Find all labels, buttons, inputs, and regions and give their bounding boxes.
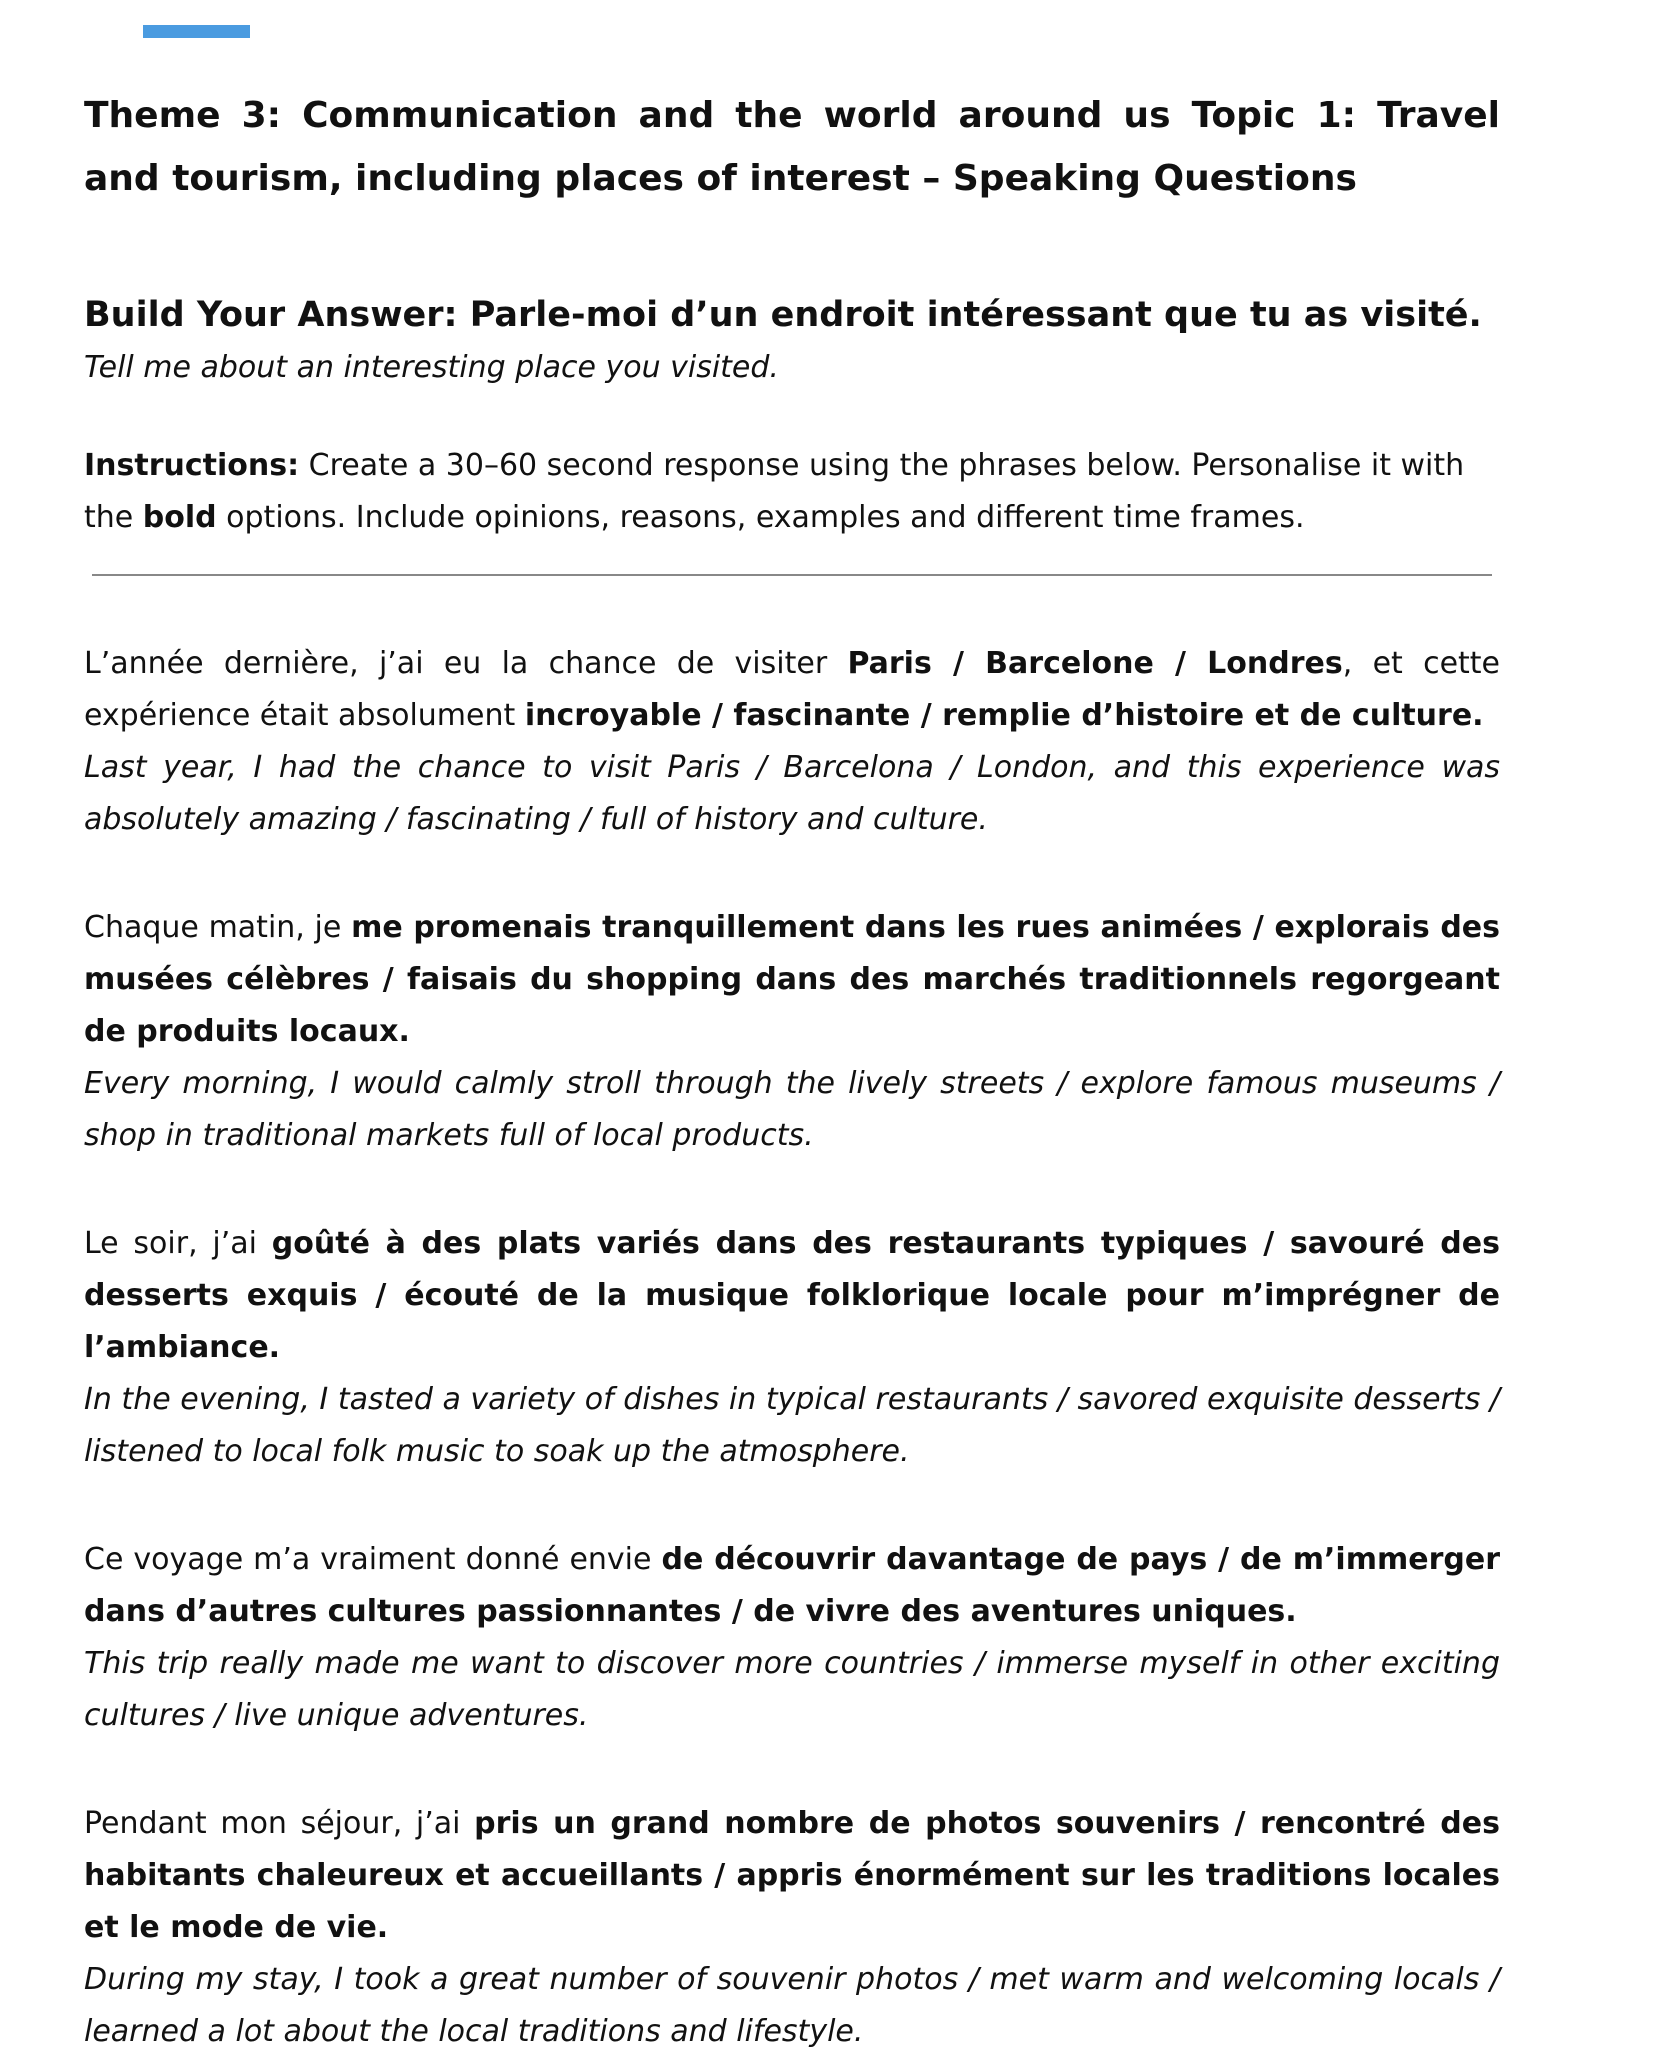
phrase-french-prefix: Chaque matin, je xyxy=(84,910,352,945)
divider xyxy=(92,574,1492,576)
phrase-french-prefix: Le soir, j’ai xyxy=(84,1226,272,1261)
instructions-label: Instructions: xyxy=(84,448,300,483)
phrase-french-prefix: L’année dernière, j’ai eu la chance de visiter xyxy=(84,646,848,681)
phrase-french-prefix: Ce voyage m’a vraiment donné envie xyxy=(84,1542,662,1577)
phrase-block-2 xyxy=(84,902,1500,1162)
instructions xyxy=(84,440,1500,544)
phrase-french xyxy=(84,1798,1500,1954)
phrase-french-options: Paris / Barcelone / Londres xyxy=(847,646,1343,681)
phrase-french xyxy=(84,902,1500,1058)
phrase-block-1 xyxy=(84,638,1500,846)
top-accent-bar xyxy=(143,25,250,38)
phrase-french-options-2: incroyable / fascinante / remplie d’histoire et de culture. xyxy=(524,698,1484,733)
phrase-block-3 xyxy=(84,1218,1500,1478)
phrase-french-middle: , et cette expérience était absolument xyxy=(84,646,1501,733)
phrase-english: In the evening, I tasted a variety of dishes in typical restaurants / savored exquisite desserts / listened to local folk music to soak up the atmosphere. xyxy=(84,1382,1500,1469)
phrase-french-options: me promenais tranquillement dans les rues animées / explorais des musées célèbres / faisais du shopping dans des marchés traditionnels regorgeant de produits locaux. xyxy=(84,910,1500,1049)
phrase-french xyxy=(84,638,1500,742)
phrase-french-options: goûté à des plats variés dans des restaurants typiques / savouré des desserts exquis / écouté de la musique folklorique locale pour m’imprégner de l’ambiance. xyxy=(84,1226,1500,1365)
phrase-french-prefix: Pendant mon séjour, j’ai xyxy=(84,1806,475,1841)
instructions-bold-word: bold xyxy=(142,500,217,535)
question-english: Tell me about an interesting place you visited. xyxy=(84,350,779,385)
phrase-block-5 xyxy=(84,1798,1500,2058)
phrase-english: Every morning, I would calmly stroll through the lively streets / explore famous museums / shop in traditional markets full of local products. xyxy=(84,1066,1500,1153)
phrase-french xyxy=(84,1218,1500,1374)
phrase-english: Last year, I had the chance to visit Paris / Barcelona / London, and this experience was absolutely amazing / fascinating / full of history and culture. xyxy=(84,750,1500,837)
worksheet xyxy=(84,84,1500,2058)
phrase-english: This trip really made me want to discover more countries / immerse myself in other exciting cultures / live unique adventures. xyxy=(84,1646,1500,1733)
instructions-text-2: options. Include opinions, reasons, examples and different time frames. xyxy=(216,500,1305,535)
phrase-french-options: de découvrir davantage de pays / de m’immerger dans d’autres cultures passionnantes / de vivre des aventures uniques. xyxy=(84,1542,1500,1629)
page-title: Theme 3: Communication and the world around us Topic 1: Travel and tourism, including places of interest – Speaking Questions xyxy=(84,95,1500,199)
question-french: Build Your Answer: Parle-moi d’un endroit intéressant que tu as visité. xyxy=(84,295,1482,335)
phrase-french-options: pris un grand nombre de photos souvenirs / rencontré des habitants chaleureux et accueillants / appris énormément sur les traditions locales et le mode de vie. xyxy=(84,1806,1500,1945)
instructions-text-1: Create a 30–60 second response using the phrases below. Personalise it with the xyxy=(84,448,1465,535)
phrase-english: During my stay, I took a great number of souvenir photos / met warm and welcoming locals / learned a lot about the local traditions and lifestyle. xyxy=(84,1962,1500,2049)
phrase-french xyxy=(84,1534,1500,1638)
phrase-block-4 xyxy=(84,1534,1500,1742)
